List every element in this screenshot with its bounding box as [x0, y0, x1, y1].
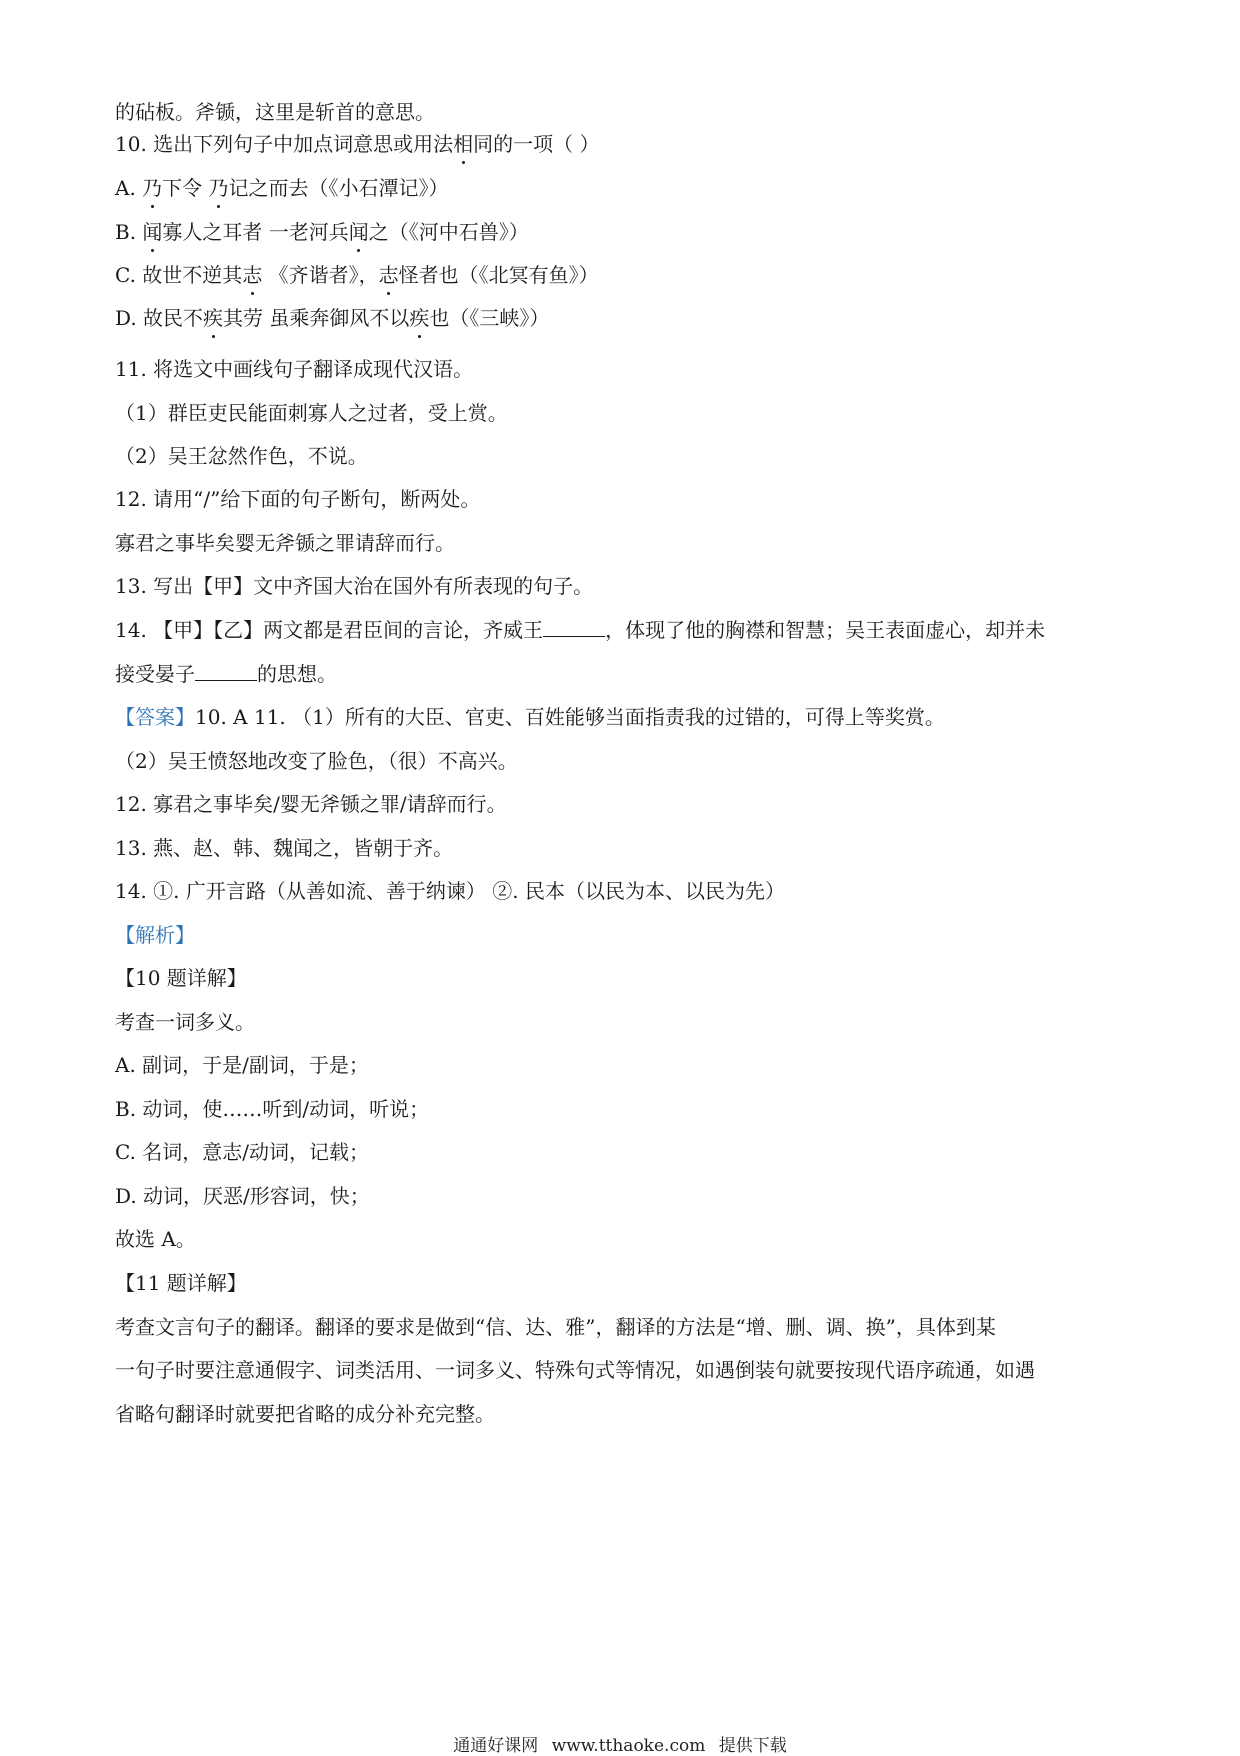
answer-line: 12. 寡君之事毕矣/婴无斧锧之罪/请辞而行。: [115, 792, 507, 816]
dotted-char: 疾: [203, 306, 224, 330]
answer-tag: 【答案】: [115, 705, 195, 729]
answer-line: 【答案】10. A 11. （1）所有的大臣、官吏、百姓能够当面指责我的过错的，可得上等奖赏。: [115, 705, 945, 729]
question-13: 13. 写出【甲】文中齐国大治在国外有所表现的句子。: [115, 574, 594, 598]
option-c: C. 故世不逆其志 《齐谐者》，志怪者也（《北冥有鱼》）: [115, 263, 599, 287]
dotted-char: 闻: [348, 220, 369, 244]
dotted-char: 闻: [142, 220, 163, 244]
answer-line: （2）吴王愤怒地改变了脸色，（很）不高兴。: [115, 749, 518, 773]
option-d: D. 故民不疾其劳 虽乘奔御风不以疾也（《三峡》）: [115, 306, 550, 330]
dotted-char: 志: [378, 263, 399, 287]
option-a: A. 乃下令 乃记之而去（《小石潭记》）: [115, 176, 449, 200]
fill-blank: [543, 618, 605, 637]
text-line: 的砧板。斧锧，这里是斩首的意思。: [115, 100, 435, 124]
footer-site-name: 通通好课网: [453, 1736, 539, 1756]
text-line: A. 副词，于是/副词，于是；: [115, 1053, 369, 1077]
text-line: B. 动词，使……听到/动词，听说；: [115, 1097, 430, 1121]
page-footer: [0, 1731, 1240, 1756]
analysis-heading: [115, 921, 1125, 949]
question-14-continued: 接受晏子 的思想。: [115, 662, 337, 686]
footer-url[interactable]: www.tthaoke.com: [551, 1736, 706, 1756]
analysis-tag: 【解析】: [115, 923, 195, 947]
question-12: 12. 请用“/”给下面的句子断句，断两处。: [115, 487, 481, 511]
section-heading: 【11 题详解】: [115, 1271, 247, 1295]
question-11: 11. 将选文中画线句子翻译成现代汉语。: [115, 357, 474, 381]
text-line: 考查一词多义。: [115, 1010, 255, 1034]
answer-line: 13. 燕、赵、韩、魏闻之，皆朝于齐。: [115, 836, 454, 860]
section-heading: 【10 题详解】: [115, 966, 247, 990]
text-line: C. 名词，意志/动词，记载；: [115, 1140, 370, 1164]
sub-question-2: （2）吴王忿然作色，不说。: [115, 444, 368, 468]
text-line: 省略句翻译时就要把省略的成分补充完整。: [115, 1402, 495, 1426]
question-14: 14. 【甲】【乙】两文都是君臣间的言论，齐威王 ，体现了他的胸襟和智慧；吴王表面虚心，却并未: [115, 618, 1046, 642]
sub-question-1: （1）群臣吏民能面刺寡人之过者，受上赏。: [115, 401, 508, 425]
dotted-char: 乃: [208, 176, 229, 200]
answer-line: 14. ①. 广开言路（从善如流、善于纳谏） ②. 民本（以民为本、以民为先）: [115, 879, 785, 903]
fill-blank: [195, 662, 257, 681]
text-line: 寡君之事毕矣婴无斧锧之罪请辞而行。: [115, 531, 455, 555]
text-line: 故选 A。: [115, 1227, 196, 1251]
dotted-char: 乃: [142, 176, 163, 200]
question-10: 10. 选出下列句子中加点词意思或用法相同的一项（ ）: [115, 132, 600, 156]
text-line: 考查文言句子的翻译。翻译的要求是做到“信、达、雅”，翻译的方法是“增、删、调、换”，具体到某: [115, 1315, 996, 1339]
dotted-char: 相: [453, 132, 474, 156]
dotted-char: 志: [242, 263, 263, 287]
footer-suffix: 提供下载: [718, 1736, 787, 1756]
text-line: 一句子时要注意通假字、词类活用、一词多义、特殊句式等情况，如遇倒装句就要按现代语序疏通，如遇: [115, 1358, 1035, 1382]
option-b: B. 闻寡人之耳者 一老河兵闻之（《河中石兽》）: [115, 220, 529, 244]
text-line: D. 动词，厌恶/形容词，快；: [115, 1184, 370, 1208]
dotted-char: 疾: [409, 306, 430, 330]
